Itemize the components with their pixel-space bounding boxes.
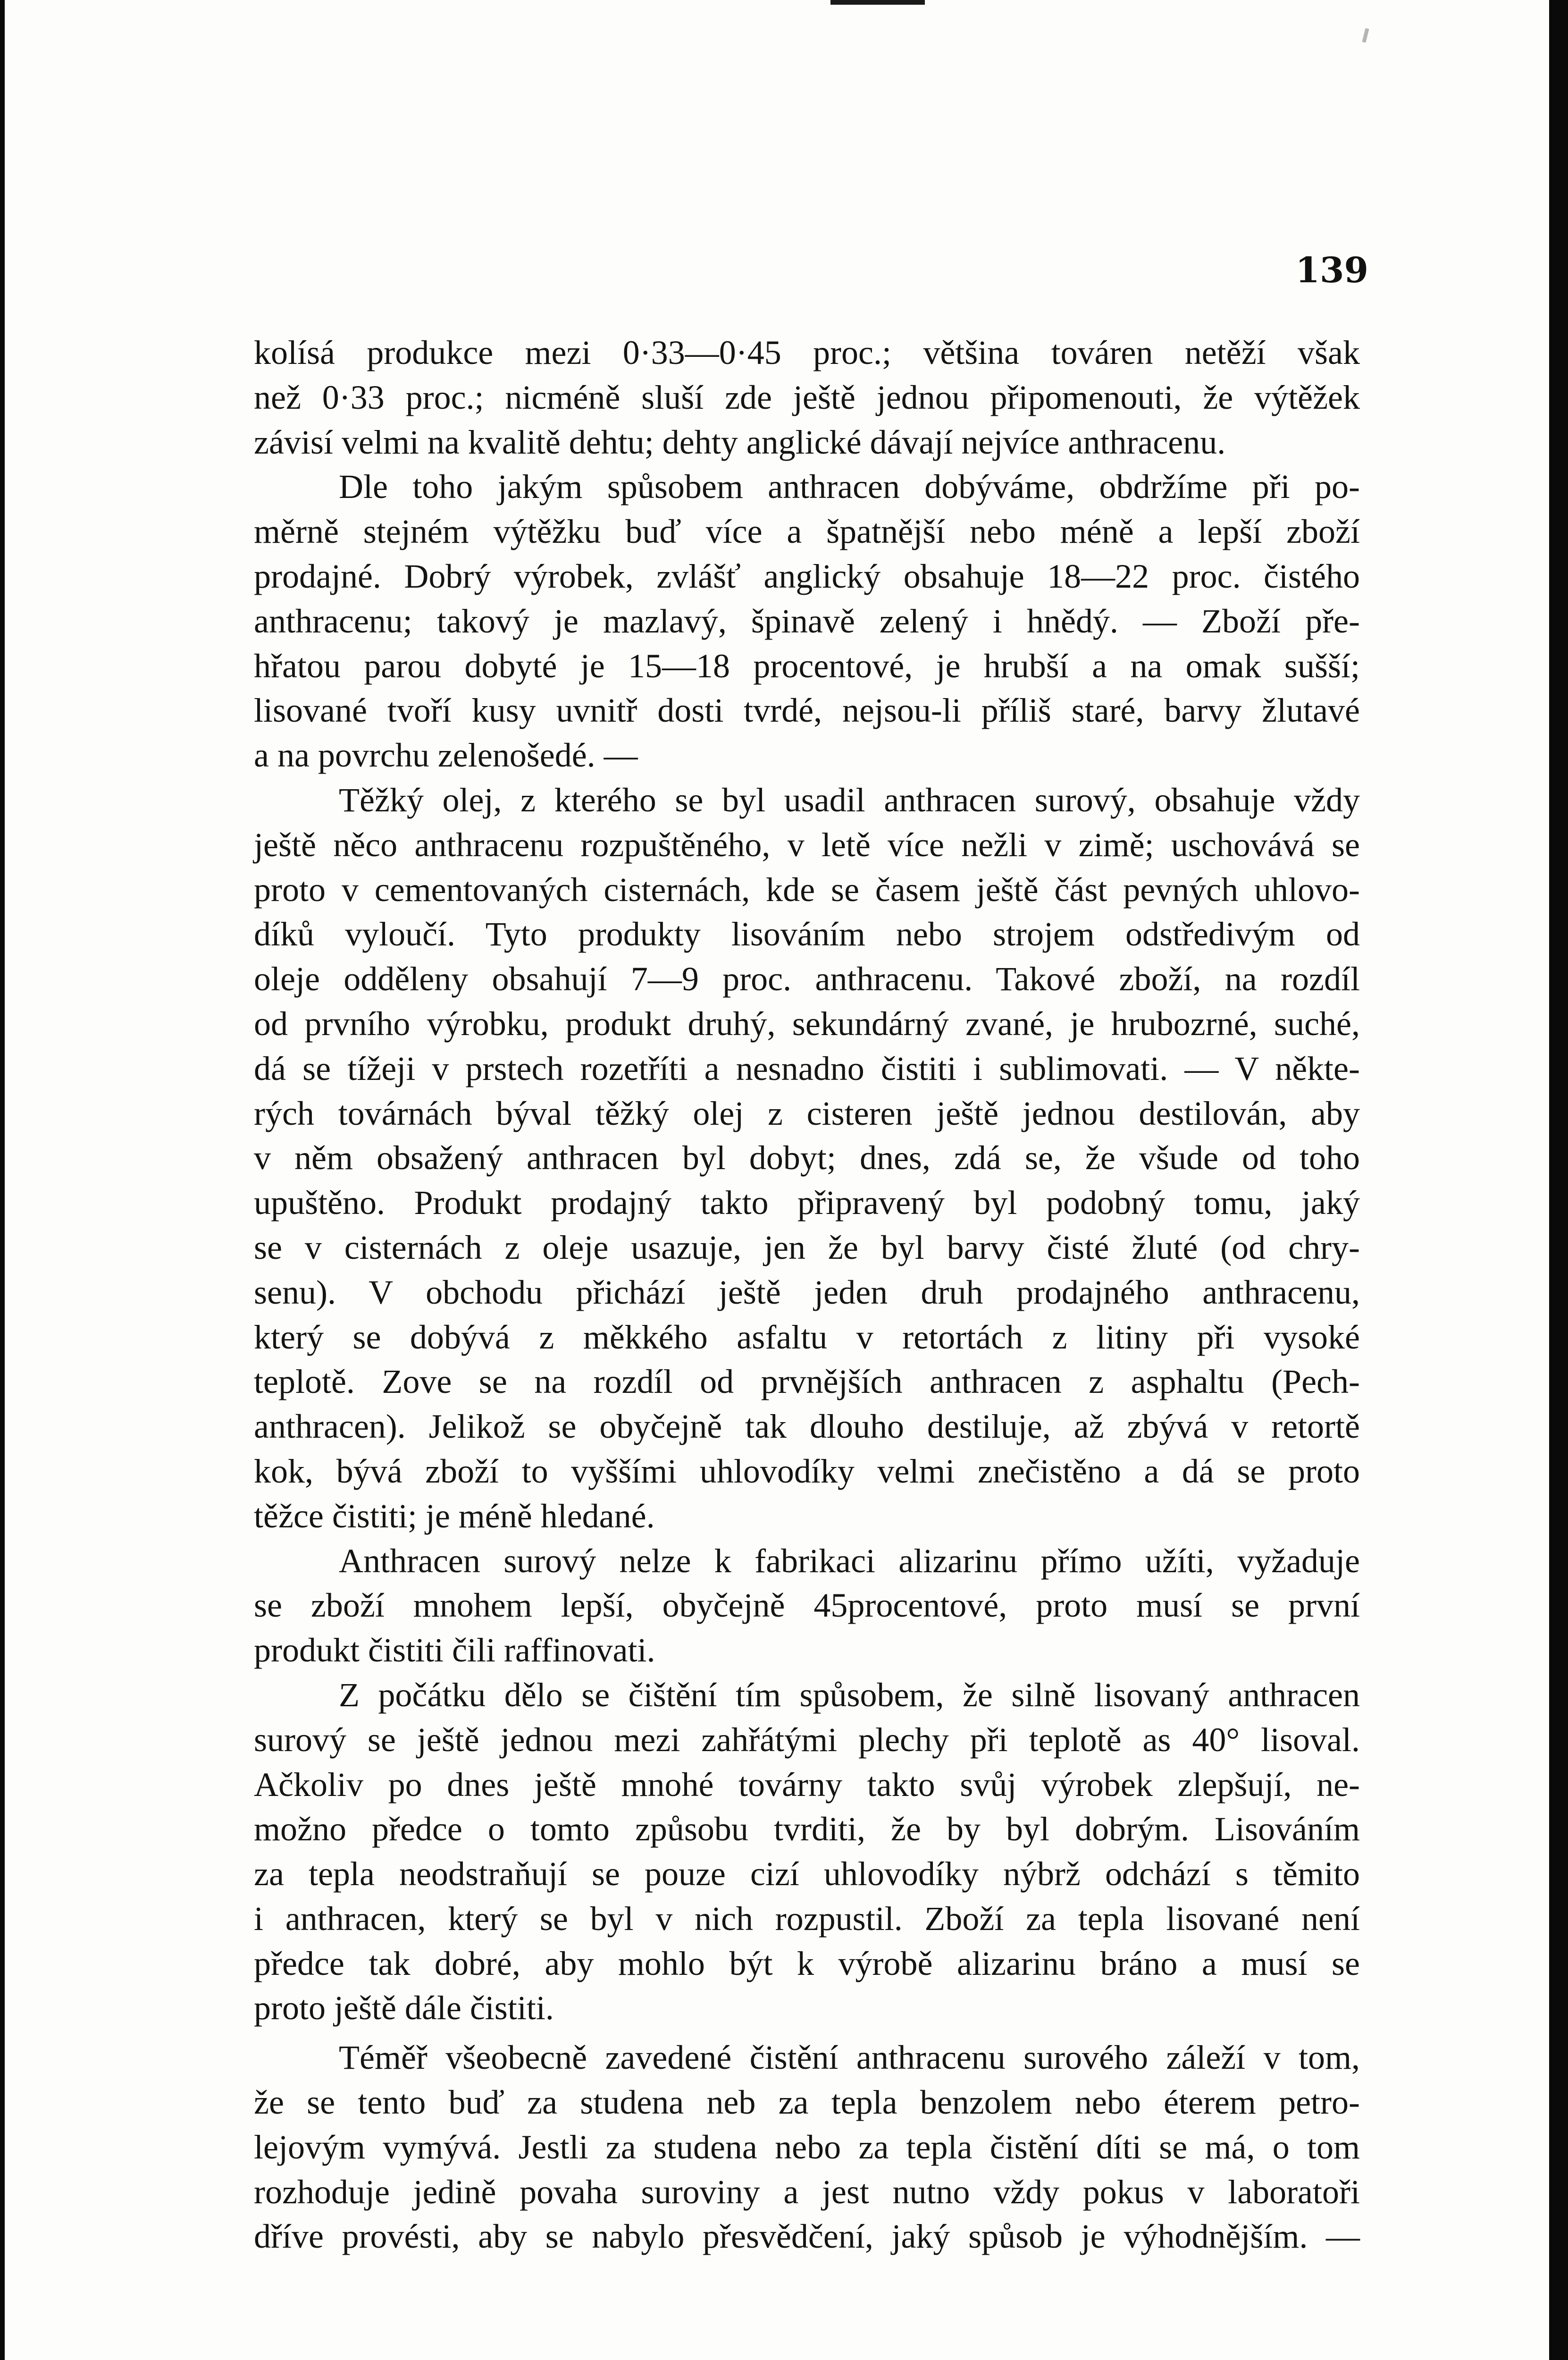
text-line: měrně stejném výtěžku buď více a špatnější nebo méně a lepší zboží — [254, 513, 1360, 551]
text-line: a na povrchu zelenošedé. — — [254, 736, 638, 775]
text-line: závisí velmi na kvalitě dehtu; dehty anglické dávají nejvíce anthracenu. — [254, 423, 1226, 461]
text-line: dá se tížeji v prstech rozetříti a nesnadno čistiti i sublimovati. — V někte- — [254, 1049, 1360, 1087]
text-line: anthracenu; takový je mazlavý, špinavě zelený i hnědý. — Zboží pře- — [254, 602, 1360, 640]
text-line: se v cisternách z oleje usazuje, jen že byl barvy čisté žluté (od chry- — [254, 1228, 1360, 1266]
paragraph-5 — [254, 1673, 1360, 2031]
text-line: proto v cementovaných cisternách, kde se časem ještě část pevných uhlovo- — [254, 870, 1360, 909]
text-line: možno předce o tomto způsobu tvrditi, že by byl dobrým. Lisováním — [254, 1810, 1360, 1848]
page-text — [254, 330, 1360, 2259]
text-line: než 0·33 proc.; nicméně sluší zde ještě jednou připomenouti, že výtěžek — [254, 378, 1360, 416]
page-number: 139 — [1295, 250, 1368, 291]
text-line: oleje odděleny obsahují 7—9 proc. anthracenu. Takové zboží, na rozdíl — [254, 960, 1360, 998]
text-line: rozhoduje jedině povaha suroviny a jest nutno vždy pokus v laboratoři — [254, 2173, 1360, 2211]
text-line: od prvního výrobku, produkt druhý, sekundárný zvané, je hrubozrné, suché, — [254, 1004, 1360, 1043]
text-line: dříve provésti, aby se nabylo přesvědčení, jaký spůsob je výhodnějším. — — [254, 2217, 1360, 2256]
text-line: Anthracen surový nelze k fabrikaci alizarinu přímo užíti, vyžaduje — [339, 1542, 1360, 1580]
text-line: že se tento buď za studena neb za tepla benzolem nebo éterem petro- — [254, 2083, 1360, 2122]
text-line: ještě něco anthracenu rozpuštěného, v letě více nežli v zimě; uschovává se — [254, 826, 1360, 864]
scan-border-right — [1549, 0, 1568, 2360]
text-line: rých továrnách býval těžký olej z cisteren ještě jednou destilován, aby — [254, 1094, 1360, 1132]
paragraph-3 — [254, 778, 1360, 1539]
text-line: Z počátku dělo se čištění tím spůsobem, že silně lisovaný anthracen — [339, 1676, 1360, 1714]
text-line: surový se ještě jednou mezi zahřátými plechy při teplotě as 40° lisoval. — [254, 1720, 1360, 1759]
scan-border-left — [0, 0, 5, 2360]
text-line: díků vyloučí. Tyto produkty lisováním nebo strojem odstředivým od — [254, 915, 1360, 953]
text-line: anthracen). Jelikož se obyčejně tak dlouho destiluje, až zbývá v retortě — [254, 1408, 1360, 1446]
scan-speck — [1362, 28, 1369, 42]
text-line: kolísá produkce mezi 0·33—0·45 proc.; většina továren netěží však — [254, 334, 1360, 371]
text-line: lisované tvoří kusy uvnitř dosti tvrdé, nejsou-li příliš staré, barvy žlutavé — [254, 691, 1360, 730]
text-line: za tepla neodstraňují se pouze cizí uhlovodíky nýbrž odchází s těmito — [254, 1855, 1360, 1893]
text-line: upuštěno. Produkt prodajný takto připravený byl podobný tomu, jaký — [254, 1184, 1360, 1222]
text-line: v něm obsažený anthracen byl dobyt; dnes, zdá se, že všude od toho — [254, 1139, 1360, 1177]
text-line: který se dobývá z měkkého asfaltu v retortách z litiny při vysoké — [254, 1318, 1360, 1356]
text-line: Ačkoliv po dnes ještě mnohé továrny takto svůj výrobek zlepšují, ne- — [254, 1765, 1360, 1804]
paragraph-1 — [254, 330, 1360, 464]
paragraph-6 — [254, 2035, 1360, 2259]
paragraph-2 — [254, 464, 1360, 778]
text-line: lejovým vymývá. Jestli za studena nebo za tepla čistění díti se má, o tom — [254, 2128, 1360, 2166]
text-line: produkt čistiti čili raffinovati. — [254, 1631, 655, 1669]
text-line: i anthracen, který se byl v nich rozpustil. Zboží za tepla lisované není — [254, 1899, 1360, 1938]
text-line: prodajné. Dobrý výrobek, zvlášť anglický obsahuje 18—22 proc. čistého — [254, 557, 1360, 595]
text-line: Téměř všeobecně zavedené čistění anthracenu surového záleží v tom, — [339, 2039, 1360, 2077]
paragraph-4 — [254, 1539, 1360, 1673]
text-line: senu). V obchodu přichází ještě jeden druh prodajného anthracenu, — [254, 1273, 1360, 1311]
text-line: proto ještě dále čistiti. — [254, 1989, 554, 2027]
text-line: předce tak dobré, aby mohlo být k výrobě alizarinu bráno a musí se — [254, 1944, 1360, 1982]
text-line: těžce čistiti; je méně hledané. — [254, 1497, 655, 1535]
text-line: se zboží mnohem lepší, obyčejně 45procentové, proto musí se první — [254, 1586, 1360, 1625]
text-line: Dle toho jakým spůsobem anthracen dobýváme, obdržíme při po- — [339, 468, 1360, 506]
text-line: hřatou parou dobyté je 15—18 procentové, je hrubší a na omak sušší; — [254, 647, 1360, 685]
text-line: teplotě. Zove se na rozdíl od prvnějších anthracen z asphaltu (Pech- — [254, 1363, 1360, 1401]
scan-mark-top — [830, 0, 925, 5]
text-line: kok, bývá zboží to vyššími uhlovodíky velmi znečistěno a dá se proto — [254, 1452, 1360, 1490]
text-line: Těžký olej, z kterého se byl usadil anthracen surový, obsahuje vždy — [339, 781, 1360, 819]
